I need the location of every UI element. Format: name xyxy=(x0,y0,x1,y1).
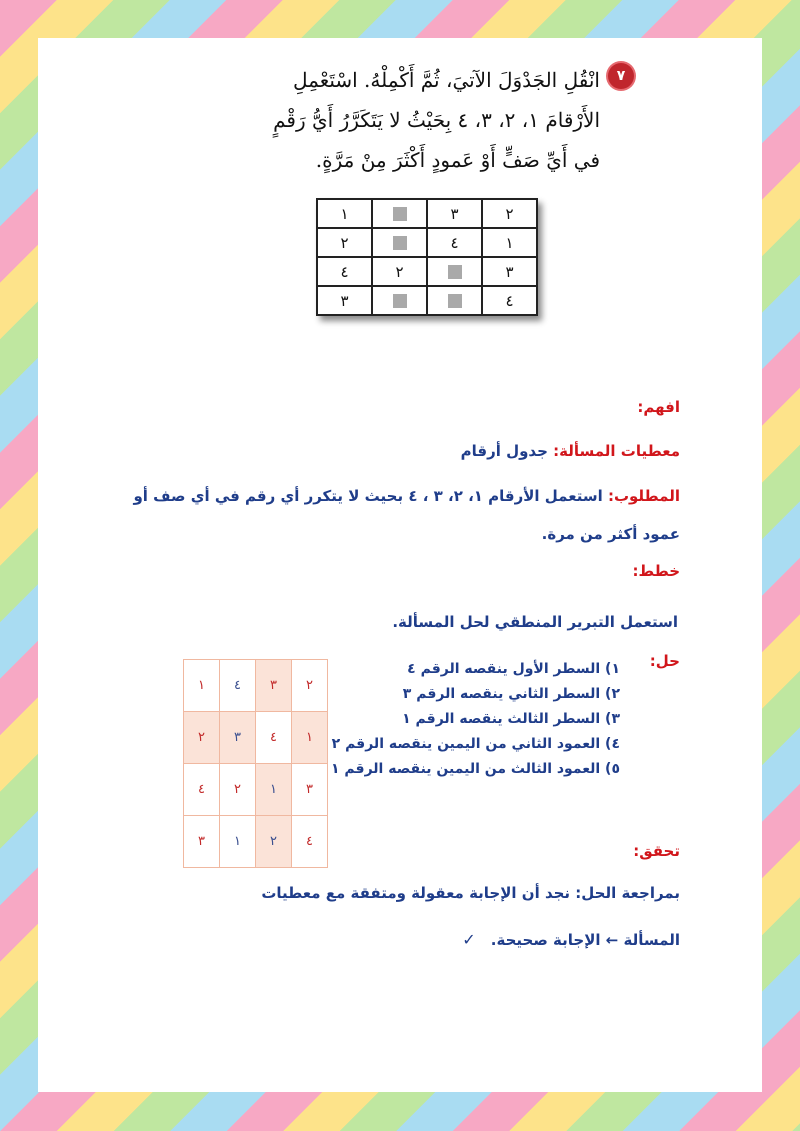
table-cell: ٢ xyxy=(317,228,372,257)
required-line-1 xyxy=(133,487,680,505)
table-cell-filled: ١ xyxy=(256,764,292,816)
check-conclusion: المسألة ← الإجابة صحيحة. xyxy=(490,931,680,949)
required-line-2: عمود أكثر من مرة. xyxy=(541,525,680,543)
question-number-table xyxy=(316,198,538,316)
table-row xyxy=(317,199,537,228)
question-line: الأَرْقامَ ١، ٢، ٣، ٤ بِحَيْثُ لا يَتَكَرَّرُ أَيُّ رَقْمٍ xyxy=(273,108,600,132)
table-cell: ١ xyxy=(482,228,537,257)
list-item: ٣) السطر الثالث ينقصه الرقم ١ xyxy=(402,711,620,727)
list-item: ٥) العمود الثالث من اليمين ينقصه الرقم ١ xyxy=(331,761,620,777)
table-cell: ٤ xyxy=(256,712,292,764)
table-cell: ٤ xyxy=(482,286,537,315)
table-row xyxy=(317,257,537,286)
table-cell: ٣ xyxy=(427,199,482,228)
table-cell: ٤ xyxy=(184,764,220,816)
table-cell: ٣ xyxy=(317,286,372,315)
list-item: ٢) السطر الثاني ينقصه الرقم ٣ xyxy=(402,686,620,702)
table-cell: ١ xyxy=(292,712,328,764)
solve-heading: حل: xyxy=(649,652,680,670)
table-cell-blank xyxy=(427,257,482,286)
plan-heading: خطط: xyxy=(632,562,680,580)
question-line: في أَيِّ صَفٍّ أَوْ عَمودٍ أَكْثَرَ مِنْ مَرَّةٍ. xyxy=(315,148,600,172)
givens-value: جدول أرقام xyxy=(460,442,548,460)
question-number-badge: ٧ xyxy=(608,63,634,89)
blank-square-icon xyxy=(393,236,407,250)
blank-square-icon xyxy=(393,294,407,308)
blank-square-icon xyxy=(448,294,462,308)
solution-steps xyxy=(300,657,620,782)
table-cell-blank xyxy=(427,286,482,315)
table-cell: ٣ xyxy=(292,764,328,816)
blank-square-icon xyxy=(448,265,462,279)
check-line-2 xyxy=(380,930,680,949)
plan-text: استعمل التبرير المنطقي لحل المسألة. xyxy=(392,613,678,631)
list-item: ٤) العمود الثاني من اليمين ينقصه الرقم ٢ xyxy=(331,736,620,752)
list-item: ١) السطر الأول ينقصه الرقم ٤ xyxy=(407,661,620,677)
blank-square-icon xyxy=(393,207,407,221)
table-cell: ١ xyxy=(184,660,220,712)
table-cell-blank xyxy=(372,228,427,257)
table-row xyxy=(317,286,537,315)
table-cell: ٤ xyxy=(317,257,372,286)
givens-label: معطيات المسألة: xyxy=(553,442,680,460)
required-text: استعمل الأرقام ١، ٢، ٣ ، ٤ بحيث لا يتكرر أي رقم في أي صف أو xyxy=(133,487,603,505)
table-row xyxy=(184,816,328,868)
table-cell-blank xyxy=(372,286,427,315)
table-cell-filled: ٤ xyxy=(220,660,256,712)
table-cell: ٢ xyxy=(220,764,256,816)
table-cell: ٣ xyxy=(184,816,220,868)
required-label: المطلوب: xyxy=(607,487,680,505)
givens-line xyxy=(380,442,680,460)
table-cell-filled: ١ xyxy=(220,816,256,868)
table-cell: ٢ xyxy=(184,712,220,764)
table-cell-filled: ٢ xyxy=(256,816,292,868)
table-cell: ٣ xyxy=(482,257,537,286)
question-line: انْقُلِ الجَدْوَلَ الآتيَ، ثُمَّ أَكْمِلْهُ. اسْتَعْمِلِ xyxy=(292,68,600,92)
table-cell-filled: ٣ xyxy=(220,712,256,764)
question-text xyxy=(218,60,600,180)
table-row xyxy=(317,228,537,257)
table-cell: ٢ xyxy=(372,257,427,286)
check-mark-icon: ✓ xyxy=(462,930,476,949)
check-heading: تحقق: xyxy=(633,842,680,860)
table-cell: ٢ xyxy=(292,660,328,712)
table-cell: ٣ xyxy=(256,660,292,712)
table-cell: ٢ xyxy=(482,199,537,228)
table-cell-blank xyxy=(372,199,427,228)
understand-heading: افهم: xyxy=(637,398,680,416)
table-cell: ٤ xyxy=(427,228,482,257)
check-line-1: بمراجعة الحل: نجد أن الإجابة معقولة ومتفقة مع معطيات xyxy=(261,884,680,902)
table-cell: ٤ xyxy=(292,816,328,868)
table-cell: ١ xyxy=(317,199,372,228)
